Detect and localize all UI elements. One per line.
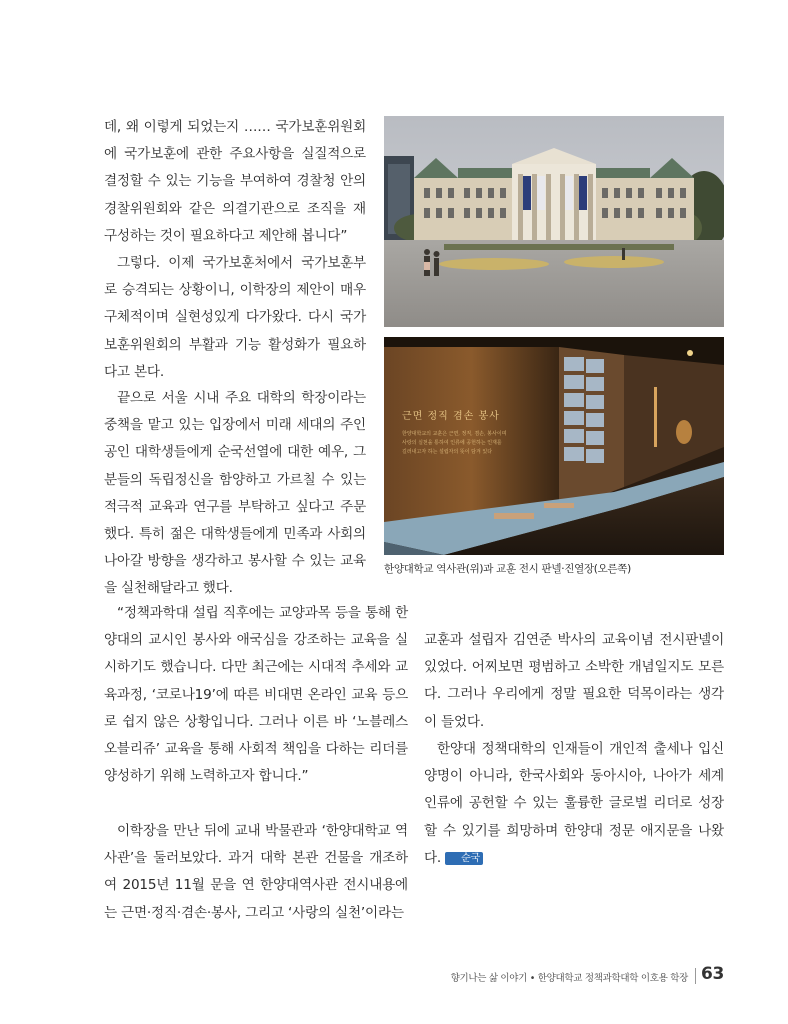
exhibit-wall-line-1: 한양대학교의 교훈은 근면, 정직, 겸손, 봉사이며 (402, 431, 507, 437)
exhibit-wall-text (402, 407, 552, 457)
paragraph-6: 교훈과 설립자 김연준 박사의 교육이념 전시판넬이 있었다. 어찌보면 평범하고 소박한 개념일지도 모른다. 그러나 우리에게 정말 필요한 덕목이라는 생각이 들었다. (424, 632, 724, 730)
paragraph-5: 이학장을 만난 뒤에 교내 박물관과 ‘한양대학교 역사관’을 둘러보았다. 과거 대학 본관 건물을 개조하여 2015년 11월 문을 연 한양대역사관 전시내용에는 근면·정직·겸손·봉사, 그리고 ‘사랑의 실천’이라는 (104, 823, 408, 921)
running-title: 향기나는 삶 이야기 • 한양대학교 정책과학대학 이호용 학장 (450, 973, 688, 984)
end-mark-badge: 순국 (445, 852, 483, 865)
footer-divider (695, 968, 696, 984)
paragraph-2: 그렇다. 이제 국가보훈처에서 국가보훈부로 승격되는 상황이니, 이학장의 제안이 매우 구체적이며 실현성있게 다가왔다. 다시 국가보훈위원회의 부활과 기능 활성화가 필요하다고 본다. (104, 255, 366, 380)
history-museum-illustration (384, 116, 724, 327)
paragraph-4: “정책과학대 설립 직후에는 교양과목 등을 통해 한양대의 교시인 봉사와 애국심을 강조하는 교육을 실시하기도 했습니다. 다만 최근에는 시대적 추세와 교육과정, ‘코로나19’에 따른 비대면 온라인 교육 등으로 쉽지 않은 상황입니다. 그러나 이른 바 ‘노블레스 오블리쥬’ 교육을 통해 사회적 책임을 다하는 리더를 양성하기 위해 노력하고자 합니다.” (104, 605, 408, 785)
exhibit-wall-heading: 근면 정직 겸손 봉사 (402, 411, 500, 422)
page-footer (420, 966, 724, 988)
page-number: 63 (700, 964, 724, 984)
paragraph-7-text: 한양대 정책대학의 인재들이 개인적 출세나 입신양명이 아니라, 한국사회와 동아시아, 나아가 세계 인류에 공헌할 수 있는 훌륭한 글로벌 리더로 성장할 수 있기를 희망하며 한양대 정문 애지문을 나왔다. (424, 741, 724, 866)
paragraph-3: 끝으로 서울 시내 주요 대학의 학장이라는 중책을 맡고 있는 입장에서 미래 세대의 주인공인 대학생들에게 순국선열에 대한 예우, 그분들의 독립정신을 함양하고 가르칠 수 있는 적극적 교육과 연구를 부탁하고 싶다고 주문했다. 특히 젊은 대학생들에게 민족과 사회의 나아갈 방향을 생각하고 봉사할 수 있는 교육을 실천해달라고 했다. (104, 390, 366, 597)
exhibit-wall-line-3: 길러내고자 하는 설립자의 뜻이 담겨 있다 (402, 449, 493, 455)
photo-caption: 한양대학교 역사관(위)과 교훈 전시 판넬·진열장(오른쪽) (384, 563, 631, 575)
exhibit-wall-line-2: 사랑의 실천을 통하여 인류에 공헌하는 인재를 (402, 440, 502, 446)
photo-history-museum (384, 116, 724, 327)
paragraph-7 (424, 736, 724, 872)
paragraph-1: 데, 왜 이렇게 되었는지 …… 국가보훈위원회에 국가보훈에 관한 주요사항을 실질적으로 결정할 수 있는 기능을 부여하여 경찰청 안의 경찰위원회와 같은 의결기관으로 조직을 재구성하는 것이 필요하다고 제안해 봅니다” (104, 119, 366, 244)
photo-exhibit-hall (384, 337, 724, 555)
